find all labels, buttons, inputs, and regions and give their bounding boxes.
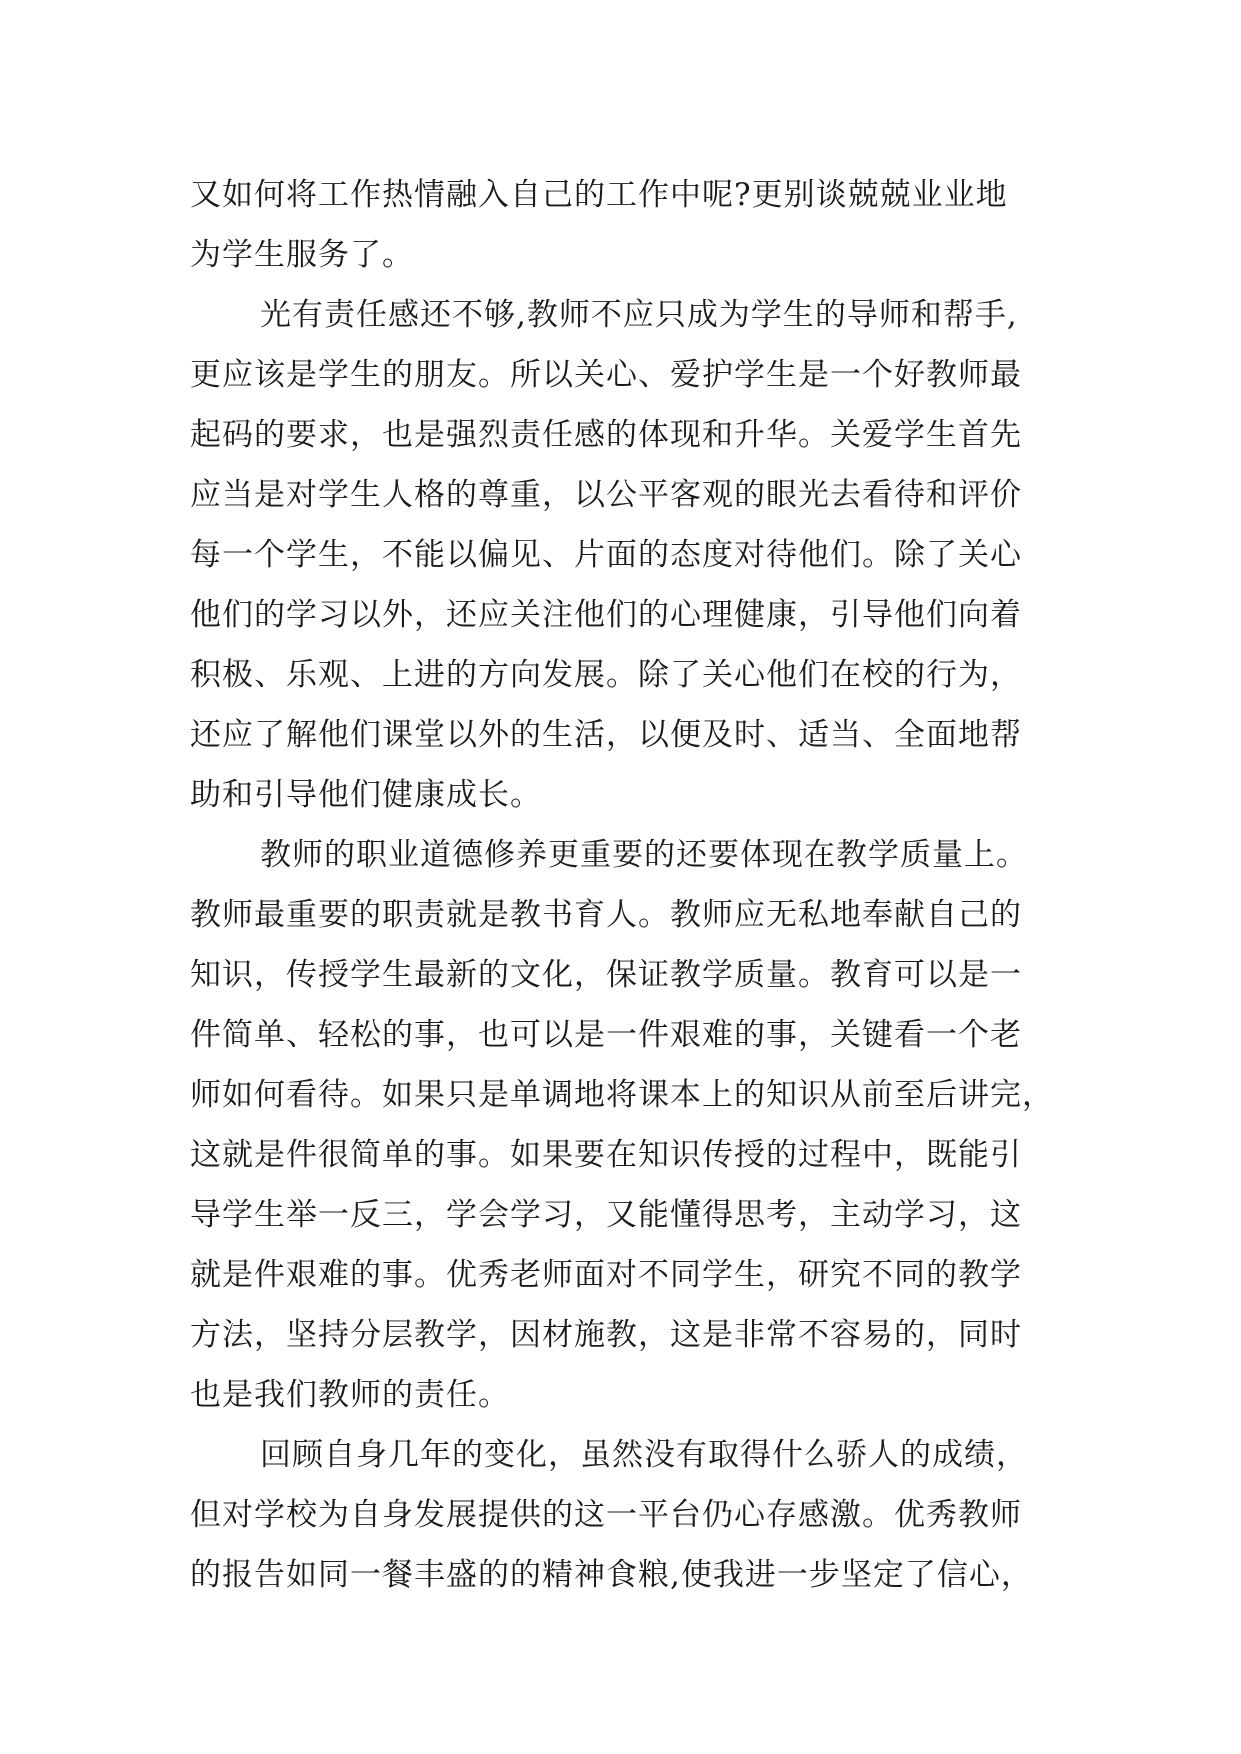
paragraph-first-line: 回顾自身几年的变化，虽然没有取得什么骄人的成绩， — [260, 1437, 1028, 1473]
text-line: 也是我们教师的责任。 — [190, 1377, 510, 1413]
text-line: 更应该是学生的朋友。所以关心、爱护学生是一个好教师最 — [190, 357, 1022, 393]
text-line: 起码的要求，也是强烈责任感的体现和升华。关爱学生首先 — [190, 417, 1022, 453]
paragraph-first-line: 光有责任感还不够,教师不应只成为学生的导师和帮手, — [260, 297, 1018, 333]
text-line: 为学生服务了。 — [190, 237, 414, 273]
text-line: 师如何看待。如果只是单调地将课本上的知识从前至后讲完， — [190, 1077, 1054, 1113]
text-line: 方法，坚持分层教学，因材施教，这是非常不容易的，同时 — [190, 1317, 1022, 1353]
document-body — [190, 165, 1080, 1605]
text-line: 积极、乐观、上进的方向发展。除了关心他们在校的行为， — [190, 657, 1022, 693]
text-line: 知识，传授学生最新的文化，保证教学质量。教育可以是一 — [190, 957, 1022, 993]
text-line: 但对学校为自身发展提供的这一平台仍心存感激。优秀教师 — [190, 1497, 1022, 1533]
text-line: 件简单、轻松的事，也可以是一件艰难的事，关键看一个老 — [190, 1017, 1022, 1053]
text-line: 还应了解他们课堂以外的生活，以便及时、适当、全面地帮 — [190, 717, 1022, 753]
text-line: 助和引导他们健康成长。 — [190, 777, 542, 813]
text-line: 教师最重要的职责就是教书育人。教师应无私地奉献自己的 — [190, 897, 1022, 933]
text-line: 每一个学生，不能以偏见、片面的态度对待他们。除了关心 — [190, 537, 1022, 573]
text-line: 导学生举一反三，学会学习，又能懂得思考，主动学习，这 — [190, 1197, 1022, 1233]
text-line: 又如何将工作热情融入自己的工作中呢?更别谈兢兢业业地 — [190, 177, 1008, 213]
paragraph-first-line: 教师的职业道德修养更重要的还要体现在教学质量上。 — [260, 837, 1028, 873]
text-line: 他们的学习以外，还应关注他们的心理健康，引导他们向着 — [190, 597, 1022, 633]
text-line: 就是件艰难的事。优秀老师面对不同学生，研究不同的教学 — [190, 1257, 1022, 1293]
text-line: 应当是对学生人格的尊重，以公平客观的眼光去看待和评价 — [190, 477, 1022, 513]
text-line: 这就是件很简单的事。如果要在知识传授的过程中，既能引 — [190, 1137, 1022, 1173]
text-line: 的报告如同一餐丰盛的的精神食粮,使我进一步坚定了信心， — [190, 1557, 1033, 1593]
